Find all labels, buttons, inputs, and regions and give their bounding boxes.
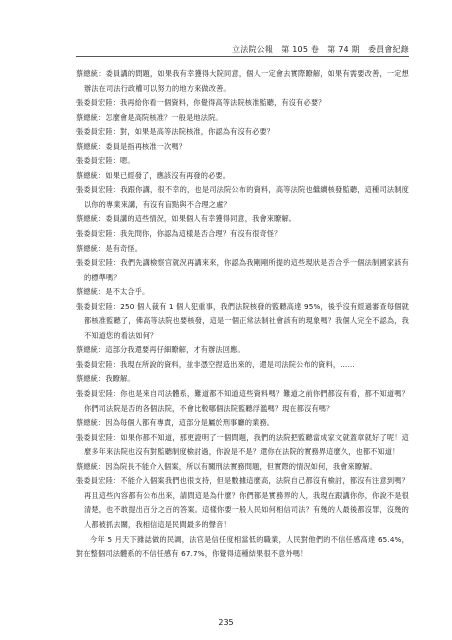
transcript-paragraph	[76, 474, 409, 532]
transcript-paragraph	[76, 125, 409, 140]
speaker-name: 蔡總統	[76, 461, 99, 471]
paragraph-text: 不能介入個案我們也很支持，但是數據這麼高，法院自己都沒有檢討，都沒有注意到嗎？再且這些內容都有公布出來，請問這是為什麼？你們都是實務界的人，我現在跟講你你，你說不是很清楚，也不敢提出百分之百的答案。這樣你要一般人民如何相信司法？有幾的人最後都沒罪，沒幾的人都被抓去關，我相信這是民間最多的聲音！	[84, 476, 409, 529]
speaker-colon: ：	[98, 141, 106, 151]
speaker-name: 蔡總統	[76, 141, 99, 151]
speaker-name: 張委員宏陸	[76, 389, 114, 399]
transcript-paragraph	[76, 431, 409, 460]
paragraph-text: 我現在所說的資料，並非憑空捏造出來的，還是司法院公布的資料，……	[120, 359, 355, 369]
transcript-paragraph	[76, 372, 409, 387]
speaker-name: 張委員宏陸	[76, 98, 113, 108]
speaker-name: 張委員宏陸	[76, 127, 113, 137]
transcript-paragraph	[76, 67, 409, 96]
transcript-paragraph	[76, 212, 409, 227]
speaker-colon: ：	[98, 243, 106, 253]
paragraph-text: 你也是來自司法體系，難道都不知道這些資料嗎？難道之前你們都沒有看，都不知道嗎？你們司法院是否的各個法院，不會比較哪個法院監聽浮濫嗎？現在都沒有嗎？	[84, 389, 409, 413]
speaker-colon: ：	[113, 185, 121, 195]
speaker-colon: ：	[113, 432, 121, 442]
transcript-paragraph	[76, 242, 409, 257]
speaker-colon: ：	[98, 170, 106, 180]
paragraph-text: 我跟你講，很不幸的，也是司法院公布的資料，高等法院也繼續核發監聽，這種司法制度以你的專業來講，有沒有盲點與不合理之處？	[84, 185, 409, 209]
speaker-name: 張委員宏陸	[76, 258, 114, 268]
volume-number: 第 105 卷	[281, 45, 320, 54]
transcript-paragraph	[76, 416, 409, 431]
transcript-paragraph	[76, 387, 409, 416]
transcript-paragraph	[76, 227, 409, 242]
paragraph-text: 是有奇怪。	[105, 243, 143, 253]
speaker-colon: ：	[112, 156, 121, 166]
speaker-colon: ：	[98, 345, 106, 355]
speaker-name: 張委員宏陸	[76, 156, 113, 166]
speaker-name: 張委員宏陸	[76, 229, 113, 239]
speaker-colon: ：	[98, 69, 106, 78]
speaker-colon: ：	[112, 359, 121, 369]
speaker-name: 蔡總統	[76, 374, 99, 384]
transcript-paragraph	[76, 300, 409, 344]
issue-number: 第 74 期	[327, 45, 360, 54]
speaker-name: 蔡總統	[76, 418, 99, 428]
paragraph-text: 如果已經發了，應該沒有再發的必要。	[105, 170, 231, 180]
speaker-name: 蔡總統	[76, 170, 99, 180]
paragraph-text: 怎麼會是高院核准？一般是地法院。	[105, 112, 223, 122]
paragraph-text: 是不太合乎。	[105, 287, 150, 297]
header-rule	[76, 56, 409, 57]
paragraph-text: 我先問你，你認為這樣是否合理？有沒有很奇怪？	[120, 229, 282, 239]
paragraph-text: 對，如果是高等法院核准，你認為有沒有必要？	[120, 127, 275, 137]
speaker-name: 蔡總統	[76, 112, 99, 122]
transcript-paragraph	[76, 285, 409, 300]
transcript-paragraph	[76, 533, 409, 562]
transcript-paragraph	[76, 96, 409, 111]
paragraph-text: 今年 5 月天下雜誌做的民調，法官是信任度相當低的職業，人民對他們的不信任感高達 65.4%，對在整個司法體系的不信任感有 67.7%，你覺得這種結果很不意外嗎！	[76, 534, 409, 559]
speaker-name: 蔡總統	[76, 214, 99, 224]
speaker-name: 蔡總統	[76, 69, 99, 78]
paragraph-text: 委員是指再核准一次嗎？	[105, 141, 187, 151]
speaker-colon: ：	[98, 287, 106, 297]
speaker-colon: ：	[98, 461, 106, 471]
paragraph-text: 這部分我還要再仔細瞭解，才有辦法回應。	[105, 345, 245, 355]
publication-name: 立法院公報	[232, 45, 274, 54]
paragraph-text: 因為院長不能介入個案，所以有關刑法實務問題，但實際的情況如何，我會來瞭解。	[105, 461, 377, 471]
section-name: 委員會紀錄	[368, 45, 409, 54]
paragraph-text: 因為每個人都有專責，這部分是屬於刑事廳的業務。	[105, 418, 275, 428]
speaker-colon: ：	[98, 112, 106, 122]
speaker-colon: ：	[98, 374, 106, 384]
speaker-colon: ：	[113, 476, 121, 486]
transcript-paragraph	[76, 256, 409, 285]
paragraph-text: 250 個人裁有 1 個人犯重事，我們法院核發的監聽高達 95%，後乎沒有經過審查每個就都核准監聽了，佛高等法院也要核發，這是一個正常法制社會該有的現象嗎？我個人完全不認為，我不知道您的看法如何？	[84, 301, 409, 340]
speaker-name: 蔡總統	[76, 287, 99, 297]
speaker-colon: ：	[112, 127, 121, 137]
speaker-colon: ：	[98, 418, 106, 428]
paragraph-text: 我再給你看一個資料，你覺得高等法院核准監聽，有沒有必要？	[120, 98, 326, 108]
transcript-paragraph	[76, 154, 409, 169]
speaker-colon: ：	[112, 229, 121, 239]
paragraph-text: 委員講的這些情況，如果個人有幸獲得同意，我會來瞭解。	[105, 214, 297, 224]
speaker-name: 張委員宏陸	[76, 301, 113, 311]
speaker-colon: ：	[113, 258, 121, 268]
transcript-paragraph	[76, 111, 409, 126]
paragraph-text: 我瞭解。	[105, 374, 135, 384]
transcript-body	[76, 67, 409, 562]
page-header	[76, 44, 409, 55]
paragraph-text: 委員講的問題，如果我有幸獲得大院同意，個人一定會去實際瞭解，如果有需要改善，一定想辦法在司法行政權可以努力的地方來做改善。	[84, 69, 410, 93]
paragraph-text: 如果你都不知道，那更證明了一個問題，我們的法院把監聽當成家文就蓋章就好了呢！這麼多年來法院也沒有對監聽制度檢討過，你說是不是？還你在法院的實務界這麼久，也都不知道！	[84, 432, 409, 457]
paragraph-text: 嗯。	[120, 156, 135, 166]
speaker-name: 蔡總統	[76, 345, 99, 355]
transcript-paragraph	[76, 343, 409, 358]
transcript-paragraph	[76, 169, 409, 184]
transcript-paragraph	[76, 460, 409, 475]
speaker-colon: ：	[112, 301, 121, 311]
transcript-paragraph	[76, 140, 409, 155]
speaker-name: 蔡總統	[76, 243, 99, 253]
speaker-name: 張委員宏陸	[76, 185, 114, 195]
speaker-name: 張委員宏陸	[76, 359, 113, 369]
speaker-colon: ：	[112, 98, 121, 108]
paragraph-text: 我們先講檢察官就況再講來來，你認為我剛剛所提的這些現狀是否合乎一個法制國家該有的標準嗎？	[84, 258, 409, 282]
speaker-name: 張委員宏陸	[76, 432, 114, 442]
page-number: 235	[218, 618, 234, 627]
speaker-colon: ：	[113, 389, 121, 399]
speaker-name: 張委員宏陸	[76, 476, 114, 486]
transcript-paragraph	[76, 183, 409, 212]
transcript-paragraph	[76, 358, 409, 373]
speaker-colon: ：	[98, 214, 106, 224]
